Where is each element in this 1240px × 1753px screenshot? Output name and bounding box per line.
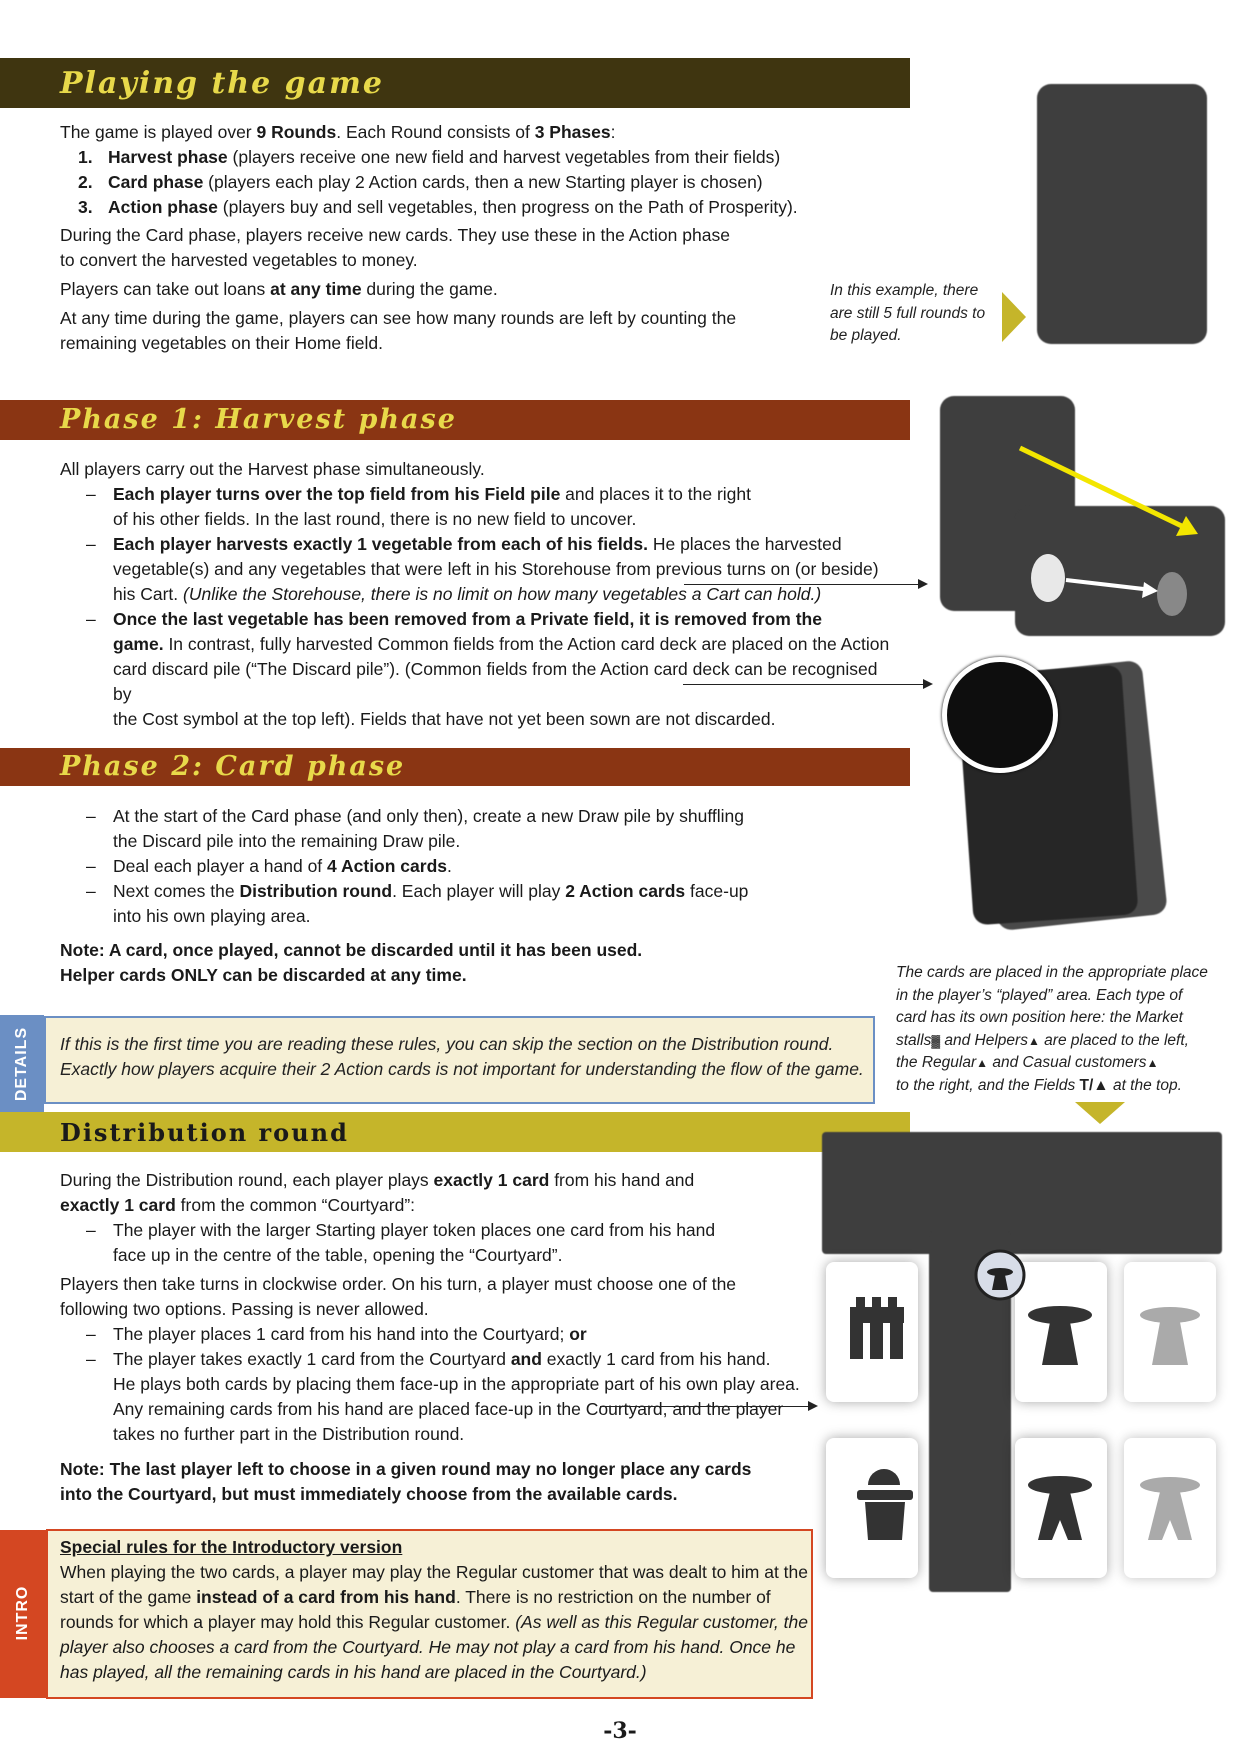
phase-item: 3. Action phase (players buy and sell vegetables, then progress on the Path of Prosperity). [78,197,798,217]
caption-line: In this example, there [830,282,979,299]
phase-list [60,145,820,220]
regular-customer-icon: ▲ [976,1056,989,1070]
section-title-card: Phase 2: Card phase [60,751,406,782]
section-title-playing: Playing the game [60,66,384,101]
paragraph: During the Distribution round, each player plays exactly 1 card from his hand and exactly 1 card from the common “Courtyard”: [60,1170,695,1215]
details-line: If this is the first time you are reading these rules, you can skip the section on the Distribution round. [60,1034,834,1054]
pointer-arrow-icon [808,1401,818,1411]
paragraph: following two options. Passing is never allowed. [60,1299,429,1319]
section-title-harvest: Phase 1: Harvest phase [60,404,457,435]
intro-line: When playing the two cards, a player may play the Regular customer that was dealt to him at the [60,1562,809,1582]
playing-text [60,120,820,356]
list-item: – At the start of the Card phase (and only then), create a new Draw pile by shuffling the Discard pile into the remaining Draw pile. [86,806,744,851]
section-banner-distribution [0,1112,910,1152]
caption-down-arrow-icon [1075,1102,1125,1126]
intro-tab [0,1530,46,1698]
intro-tab-label: INTRO [14,1585,31,1641]
intro-line: has played, all the remaining cards in his hand are placed in the Courtyard.) [60,1662,647,1682]
card-placement-caption [896,962,1236,1097]
harvest-bullets [60,482,900,732]
page-number: -3- [603,1718,637,1744]
helper-icon: ▲ [1027,1033,1040,1048]
caption-line: stalls▓ and Helpers▲ are placed to the left, [896,1031,1189,1049]
distribution-options [60,1322,820,1447]
list-item: – The player places 1 card from his hand into the Courtyard; or [86,1324,587,1344]
note-text: into the Courtyard, but must immediately choose from the available cards. [60,1484,678,1504]
paragraph: Players can take out loans at any time during the game. [60,279,498,299]
note-text: Note: The last player left to choose in a given round may no longer place any cards [60,1459,752,1479]
pointer-line [600,1406,810,1407]
list-item: – Each player turns over the top field from his Field pile and places it to the right of his other fields. In the last round, there is no new field to uncover. [86,484,751,529]
details-box [44,1016,875,1104]
home-field-card-image [1037,84,1207,344]
details-tab [0,1015,44,1115]
distribution-text [60,1168,820,1507]
play-area-icons [820,1240,1230,1600]
caption-line: are still 5 full rounds to [830,304,986,322]
list-item: – Each player harvests exactly 1 vegetable from each of his fields. He places the harvested vegetable(s) and any vegetables that were left in his Storehouse from previous turns on (or beside) his Cart. (Unlike the Storehouse, there is no limit on how many vegetables a Cart can hold.) [86,534,879,604]
list-item: – Once the last vegetable has been removed from a Private field, it is removed from the game. In contrast, fully harvested Common fields from the Action card deck are placed on the Action card discard pile (“The Discard pile”). (Common fields from the Action card deck can be recognised by the Cost symbol at the top left). Fields that have not yet been sown are not discarded. [86,609,890,729]
rounds-caption [830,280,1000,348]
paragraph: Players then take turns in clockwise order. On his turn, a player must choose one of the [60,1274,737,1294]
paragraph: During the Card phase, players receive new cards. They use these in the Action phase [60,225,730,245]
fields-row-image [822,1132,1222,1254]
caption-line: card has its own position here: the Market [896,1009,1183,1026]
phase-item: 1. Harvest phase (players receive one new field and harvest vegetables from their fields) [78,147,781,167]
casual-customer-icon: ▲ [1146,1056,1159,1070]
pointer-arrow-icon [923,679,933,689]
caption-arrow-icon [1002,292,1028,342]
caption-line: be played. [830,327,902,344]
details-line: Exactly how players acquire their 2 Action cards is not important for understanding the flow of the game. [60,1059,864,1079]
note-text: Helper cards ONLY can be discarded at any time. [60,965,467,985]
list-item: – Next comes the Distribution round. Each player will play 2 Action cards face-up into his own playing area. [86,881,749,926]
section-banner-playing [0,58,910,108]
intro-box [46,1529,813,1699]
card-phase-bullets [60,804,860,929]
intro-line: rounds for which a player may hold this Regular customer. (As well as this Regular customer, the [60,1612,808,1632]
section-title-distribution: Distribution round [60,1118,349,1147]
market-stall-icon: ▓ [931,1033,941,1048]
details-tab-label: DETAILS [13,1026,30,1102]
distribution-bullets [60,1218,820,1268]
pointer-arrow-icon [918,579,928,589]
harvest-diagram [1010,430,1240,630]
intro-line: player also chooses a card from the Courtyard. He may not play a card from his hand. Once he [60,1637,796,1657]
paragraph: to convert the harvested vegetables to money. [60,250,418,270]
pointer-line [683,684,925,685]
list-item: – The player with the larger Starting player token places one card from his hand face up in the centre of the table, opening the “Courtyard”. [86,1220,716,1265]
card-phase-text [60,804,860,988]
section-banner-harvest [0,400,910,440]
list-item: – The player takes exactly 1 card from the Courtyard and exactly 1 card from his hand. He plays both cards by placing them face-up in the appropriate part of his own play area. Any remaining cards from his hand are placed face-up in the Courtyard, and the player takes no further part in the Distribution round. [86,1349,800,1444]
paragraph: All players carry out the Harvest phase simultaneously. [60,459,485,479]
list-item: – Deal each player a hand of 4 Action cards. [86,856,452,876]
paragraph: At any time during the game, players can see how many rounds are left by counting the [60,308,737,328]
paragraph: remaining vegetables on their Home field. [60,333,383,353]
section-banner-card [0,748,910,786]
intro-heading: Special rules for the Introductory version [60,1537,403,1557]
harvest-text [60,457,900,732]
caption-line: to the right, and the Fields T/▲ at the top. [896,1076,1182,1094]
intro-line: start of the game instead of a card from his hand. There is no restriction on the number of [60,1587,771,1607]
caption-line: the Regular▲ and Casual customers▲ [896,1054,1159,1071]
cost-symbol-highlight-icon [942,657,1058,773]
phase-item: 2. Card phase (players each play 2 Action cards, then a new Starting player is chosen) [78,172,763,192]
playing-intro: The game is played over 9 Rounds. Each Round consists of 3 Phases: [60,122,616,142]
pointer-line [684,584,920,585]
fields-icon: T/▲ [1075,1076,1109,1094]
note-text: Note: A card, once played, cannot be discarded until it has been used. [60,940,643,960]
caption-line: The cards are placed in the appropriate place [896,964,1208,981]
caption-line: in the player’s “played” area. Each type of [896,986,1183,1004]
